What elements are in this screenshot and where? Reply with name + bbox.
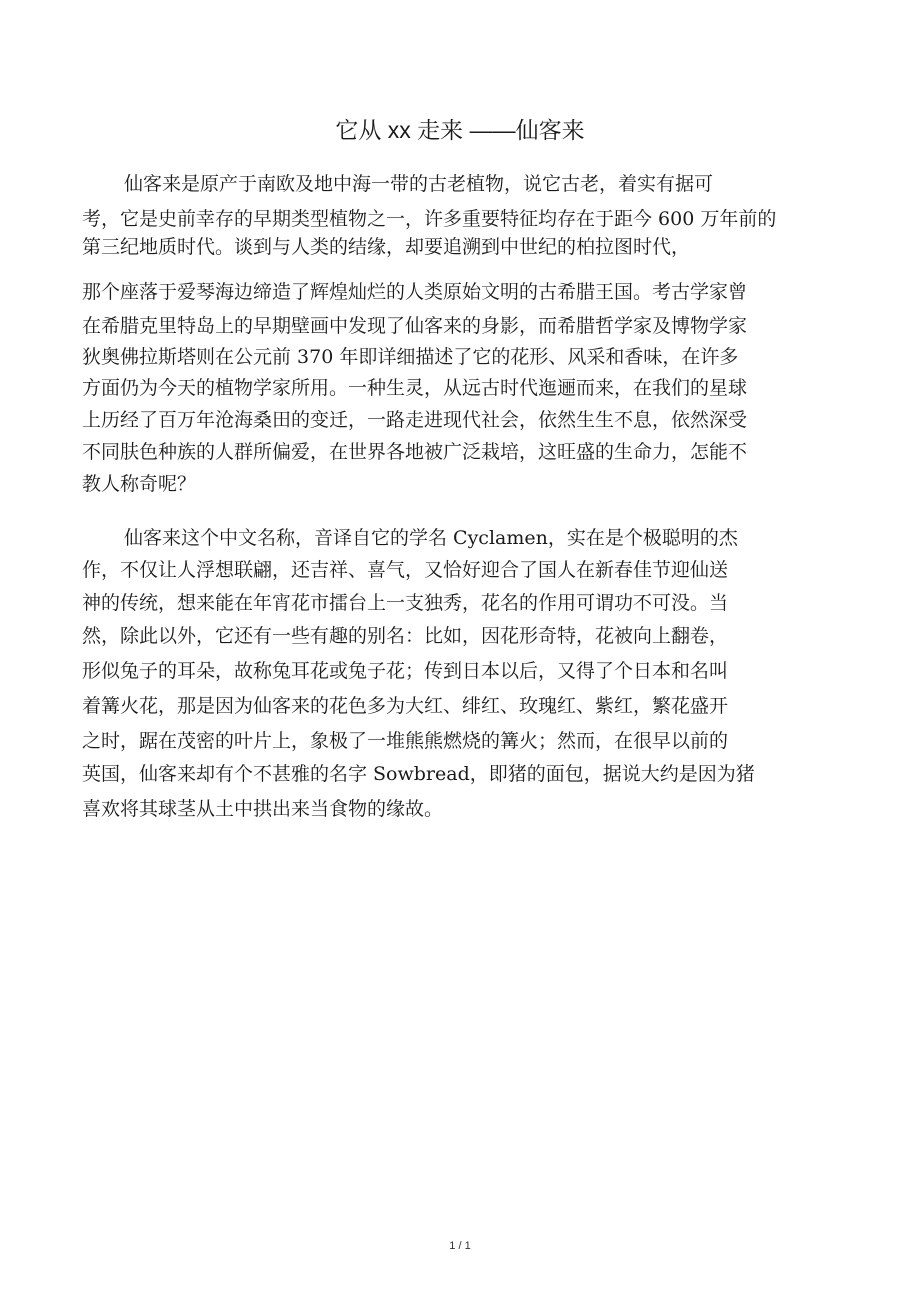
paragraph-2-line-5: 形似兔子的耳朵，故称兔耳花或兔子花；传到日本以后，又得了个日本和名叫 xyxy=(82,660,729,682)
paragraph-1-line-2: 考，它是史前幸存的早期类型植物之一，许多重要特征均存在于距今 600 万年前的 xyxy=(82,208,777,230)
paragraph-2-line-2: 作，不仅让人浮想联翩，还吉祥、喜气，又恰好迎合了国人在新春佳节迎仙送 xyxy=(82,559,729,581)
paragraph-1-line-1: 仙客来是原产于南欧及地中海一带的古老植物，说它古老，着实有据可 xyxy=(124,173,714,195)
paragraph-2-line-7: 之时，踞在茂密的叶片上，象极了一堆熊熊燃烧的篝火；然而，在很早以前的 xyxy=(82,730,729,752)
paragraph-1-line-3: 第三纪地质时代。谈到与人类的结缘，却要追溯到中世纪的柏拉图时代， xyxy=(82,236,691,258)
paragraph-2-line-9: 喜欢将其球茎从土中拱出来当食物的缘故。 xyxy=(82,798,444,820)
paragraph-2-line-3: 神的传统，想来能在年宵花市擂台上一支独秀，花名的作用可谓功不可没。当 xyxy=(82,592,729,614)
paragraph-1-line-8: 上历经了百万年沧海桑田的变迁，一路走进现代社会，依然生生不息，依然深受 xyxy=(82,409,748,431)
paragraph-2-line-4: 然，除此以外，它还有一些有趣的别名：比如，因花形奇特，花被向上翻卷， xyxy=(82,625,729,647)
paragraph-1-line-5: 在希腊克里特岛上的早期壁画中发现了仙客来的身影，而希腊哲学家及博物学家 xyxy=(82,315,748,337)
document-title: 它从 xx 走来 ——仙客来 xyxy=(335,117,585,143)
paragraph-1-line-4: 那个座落于爱琴海边缔造了辉煌灿烂的人类原始文明的古希腊王国。考古学家曾 xyxy=(82,281,748,303)
page-number: 1 / 1 xyxy=(449,1240,471,1252)
paragraph-1-line-9: 不同肤色种族的人群所偏爱，在世界各地被广泛栽培，这旺盛的生命力，怎能不 xyxy=(82,441,748,463)
paragraph-1-line-7: 方面仍为今天的植物学家所用。一种生灵，从远古时代迤逦而来，在我们的星球 xyxy=(82,377,748,399)
paragraph-1-line-6: 狄奥佛拉斯塔则在公元前 370 年即详细描述了它的花形、风采和香味，在许多 xyxy=(82,346,739,368)
paragraph-2-line-8: 英国，仙客来却有个不甚雅的名字 Sowbread，即猪的面包，据说大约是因为猪 xyxy=(82,763,755,785)
paragraph-2-line-1: 仙客来这个中文名称，音译自它的学名 Cyclamen，实在是个极聪明的杰 xyxy=(124,527,738,549)
paragraph-1-line-10: 教人称奇呢？ xyxy=(82,473,197,495)
paragraph-2-line-6: 着篝火花，那是因为仙客来的花色多为大红、绯红、玫瑰红、紫红，繁花盛开 xyxy=(82,695,729,717)
